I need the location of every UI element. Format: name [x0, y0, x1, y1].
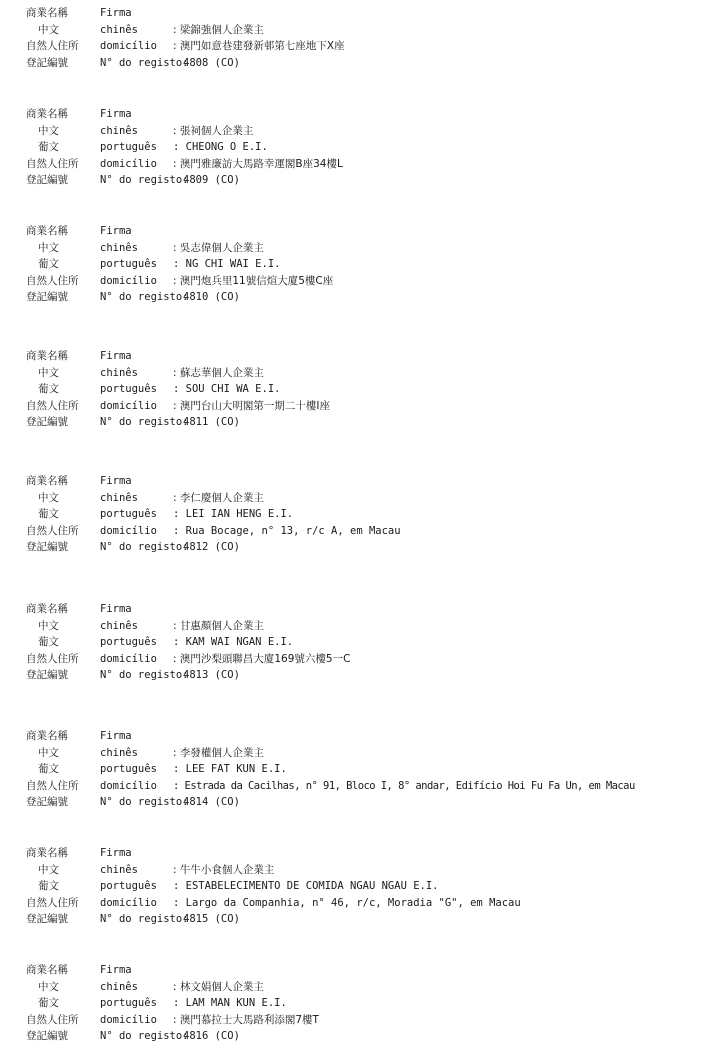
- firm-heading-row: [26, 728, 721, 745]
- domicile-label-zh: 自然人住所: [26, 652, 79, 665]
- chinese-label-zh: 中文: [38, 23, 59, 36]
- domicile-label-pt: domicílio: [100, 274, 157, 287]
- registry-label-pt: N° do registo:: [100, 174, 189, 186]
- registry-number: 4809 (CO): [183, 174, 240, 186]
- portuguese-name-value: : LAM MAN KUN E.I.: [173, 997, 287, 1009]
- firm-label-zh: 商業名稱: [26, 7, 68, 19]
- portuguese-label-pt: português: [100, 763, 157, 775]
- chinese-name-value: : 李發權個人企業主: [173, 746, 264, 759]
- domicile-value: : 澳門台山大明閣第一期二十樓I座: [173, 399, 330, 412]
- domicile-value: : Largo da Companhia, n° 46, r/c, Moradia "G", em Macau: [173, 896, 521, 909]
- portuguese-label-pt: português: [100, 636, 157, 648]
- registry-label-zh: 登記編號: [26, 796, 68, 808]
- portuguese-name-row: [26, 139, 721, 156]
- chinese-label-pt: chinês: [100, 241, 138, 254]
- portuguese-label-pt: português: [100, 258, 157, 270]
- registry-row: [26, 172, 721, 189]
- domicile-label-pt: domicílio: [100, 652, 157, 665]
- chinese-label-zh: 中文: [38, 241, 59, 254]
- chinese-label-pt: chinês: [100, 23, 138, 36]
- firm-label-zh: 商業名稱: [26, 475, 68, 487]
- domicile-label-pt: domicílio: [100, 40, 157, 52]
- firm-heading-row: [26, 473, 721, 490]
- firm-heading-row: [26, 348, 721, 365]
- chinese-label-zh: 中文: [38, 746, 59, 759]
- firm-label-zh: 商業名稱: [26, 108, 68, 120]
- portuguese-name-value: : KAM WAI NGAN E.I.: [173, 636, 294, 648]
- chinese-label-zh: 中文: [38, 491, 59, 504]
- firm-entry: [26, 5, 721, 71]
- chinese-label-pt: chinês: [100, 619, 138, 632]
- chinese-name-value: : 蘇志華個人企業主: [173, 366, 264, 379]
- registry-label-pt: N° do registo:: [100, 416, 189, 428]
- portuguese-label-pt: português: [100, 383, 157, 395]
- domicile-label-zh: 自然人住所: [26, 399, 79, 412]
- portuguese-label-zh: 葡文: [38, 383, 59, 395]
- firm-label-pt: Firma: [100, 847, 132, 859]
- registry-number: 4813 (CO): [183, 669, 240, 681]
- firm-heading-row: [26, 223, 721, 240]
- domicile-label-pt: domicílio: [100, 1013, 157, 1026]
- firm-label-pt: Firma: [100, 475, 132, 487]
- chinese-label-pt: chinês: [100, 863, 138, 876]
- registry-number: 4811 (CO): [183, 416, 240, 428]
- chinese-label-zh: 中文: [38, 124, 59, 137]
- registry-label-pt: N° do registo:: [100, 1030, 189, 1042]
- domicile-label-pt: domicílio: [100, 779, 157, 792]
- firm-label-zh: 商業名稱: [26, 730, 68, 742]
- firm-label-pt: Firma: [100, 108, 132, 120]
- registry-row: [26, 667, 721, 684]
- portuguese-name-value: : LEI IAN HENG E.I.: [173, 508, 294, 520]
- registry-row: [26, 539, 721, 556]
- portuguese-name-value: : LEE FAT KUN E.I.: [173, 763, 287, 775]
- chinese-name-row: [26, 240, 721, 257]
- chinese-name-value: : 梁錦強個人企業主: [173, 23, 264, 36]
- domicile-value: : 澳門炮兵里11號信煊大廈5樓C座: [173, 274, 334, 287]
- chinese-label-zh: 中文: [38, 619, 59, 632]
- registry-row: [26, 55, 721, 72]
- registry-row: [26, 911, 721, 928]
- chinese-label-zh: 中文: [38, 980, 59, 993]
- chinese-name-value: : 林文娟個人企業主: [173, 980, 264, 993]
- registry-number: 4815 (CO): [183, 913, 240, 925]
- domicile-value: : Rua Bocage, n° 13, r/c A, em Macau: [173, 524, 401, 537]
- portuguese-label-pt: português: [100, 141, 157, 153]
- firm-label-pt: Firma: [100, 730, 132, 742]
- portuguese-name-value: : SOU CHI WA E.I.: [173, 383, 281, 395]
- portuguese-label-pt: português: [100, 997, 157, 1009]
- chinese-name-value: : 甘惠顏個人企業主: [173, 619, 264, 632]
- registry-number: 4808 (CO): [183, 56, 240, 69]
- chinese-name-value: : 吳志偉個人企業主: [173, 241, 264, 254]
- registry-number: 4812 (CO): [183, 541, 240, 553]
- portuguese-name-row: [26, 506, 721, 523]
- registry-label-pt: N° do registo:: [100, 56, 189, 69]
- registry-label-pt: N° do registo:: [100, 796, 189, 808]
- domicile-row: [26, 1012, 721, 1029]
- firm-label-zh: 商業名稱: [26, 964, 68, 976]
- portuguese-label-pt: português: [100, 508, 157, 520]
- chinese-name-row: [26, 862, 721, 879]
- registry-label-zh: 登記編號: [26, 416, 68, 428]
- registry-label-zh: 登記編號: [26, 913, 68, 925]
- registry-number: 4810 (CO): [183, 291, 240, 303]
- registry-row: [26, 1028, 721, 1045]
- firm-entry: [26, 962, 721, 1045]
- firm-label-zh: 商業名稱: [26, 603, 68, 615]
- firm-entry: [26, 348, 721, 431]
- portuguese-name-row: [26, 878, 721, 895]
- firm-entry: [26, 845, 721, 928]
- chinese-name-value: : 牛牛小食個人企業主: [173, 863, 275, 876]
- domicile-row: [26, 273, 721, 290]
- domicile-label-zh: 自然人住所: [26, 157, 79, 170]
- registry-label-pt: N° do registo:: [100, 291, 189, 303]
- registry-label-zh: 登記編號: [26, 541, 68, 553]
- portuguese-label-zh: 葡文: [38, 997, 59, 1009]
- portuguese-label-zh: 葡文: [38, 763, 59, 775]
- portuguese-name-value: : ESTABELECIMENTO DE COMIDA NGAU NGAU E.I.: [173, 880, 439, 892]
- domicile-row: [26, 895, 721, 912]
- firm-entry: [26, 473, 721, 556]
- domicile-row: [26, 398, 721, 415]
- registry-label-zh: 登記編號: [26, 669, 68, 681]
- domicile-label-pt: domicílio: [100, 157, 157, 170]
- domicile-label-zh: 自然人住所: [26, 779, 79, 792]
- chinese-name-row: [26, 618, 721, 635]
- portuguese-label-zh: 葡文: [38, 636, 59, 648]
- domicile-label-zh: 自然人住所: [26, 1013, 79, 1026]
- chinese-name-row: [26, 490, 721, 507]
- firm-heading-row: [26, 962, 721, 979]
- firm-label-pt: Firma: [100, 350, 132, 362]
- portuguese-label-zh: 葡文: [38, 880, 59, 892]
- firm-entry: [26, 728, 721, 811]
- chinese-name-value: : 張祠個人企業主: [173, 124, 254, 137]
- firm-heading-row: [26, 5, 721, 22]
- registry-number: 4816 (CO): [183, 1030, 240, 1042]
- chinese-label-zh: 中文: [38, 863, 59, 876]
- chinese-label-pt: chinês: [100, 980, 138, 993]
- registry-row: [26, 289, 721, 306]
- registry-row: [26, 794, 721, 811]
- domicile-value: : 澳門雅廉訪大馬路幸運閣B座34樓L: [173, 157, 343, 170]
- domicile-label-zh: 自然人住所: [26, 40, 79, 52]
- portuguese-name-row: [26, 634, 721, 651]
- firm-entry: [26, 223, 721, 306]
- portuguese-label-zh: 葡文: [38, 508, 59, 520]
- portuguese-label-zh: 葡文: [38, 141, 59, 153]
- chinese-label-zh: 中文: [38, 366, 59, 379]
- firm-label-pt: Firma: [100, 225, 132, 237]
- firm-entry: [26, 601, 721, 684]
- portuguese-name-value: : NG CHI WAI E.I.: [173, 258, 281, 270]
- domicile-label-pt: domicílio: [100, 399, 157, 412]
- firm-label-zh: 商業名稱: [26, 350, 68, 362]
- portuguese-name-value: : CHEONG O E.I.: [173, 141, 268, 153]
- chinese-name-row: [26, 979, 721, 996]
- chinese-name-row: [26, 123, 721, 140]
- domicile-value: : 澳門如意巷建發新邨第七座地下X座: [173, 40, 345, 52]
- firm-label-zh: 商業名稱: [26, 847, 68, 859]
- portuguese-name-row: [26, 761, 721, 778]
- chinese-name-value: : 李仁慶個人企業主: [173, 491, 264, 504]
- chinese-name-row: [26, 365, 721, 382]
- firm-heading-row: [26, 601, 721, 618]
- chinese-name-row: [26, 745, 721, 762]
- domicile-row: [26, 38, 721, 55]
- firm-entry: [26, 106, 721, 189]
- chinese-label-pt: chinês: [100, 491, 138, 504]
- domicile-label-zh: 自然人住所: [26, 524, 79, 537]
- domicile-label-pt: domicílio: [100, 896, 157, 909]
- portuguese-label-zh: 葡文: [38, 258, 59, 270]
- registry-number: 4814 (CO): [183, 796, 240, 808]
- registry-row: [26, 414, 721, 431]
- chinese-label-pt: chinês: [100, 746, 138, 759]
- registry-label-zh: 登記編號: [26, 291, 68, 303]
- domicile-label-zh: 自然人住所: [26, 896, 79, 909]
- registry-label-zh: 登記編號: [26, 56, 68, 69]
- firm-label-pt: Firma: [100, 603, 132, 615]
- portuguese-name-row: [26, 256, 721, 273]
- firm-label-pt: Firma: [100, 7, 132, 19]
- domicile-label-pt: domicílio: [100, 524, 157, 537]
- domicile-row: [26, 156, 721, 173]
- domicile-row: [26, 523, 721, 540]
- firm-heading-row: [26, 845, 721, 862]
- portuguese-name-row: [26, 995, 721, 1012]
- chinese-label-pt: chinês: [100, 124, 138, 137]
- registry-label-zh: 登記編號: [26, 1030, 68, 1042]
- portuguese-label-pt: português: [100, 880, 157, 892]
- domicile-value: : Estrada da Cacilhas, n° 91, Bloco I, 8° andar, Edifício Hoi Fu Fa Un, em Macau: [173, 779, 635, 792]
- portuguese-name-row: [26, 381, 721, 398]
- domicile-label-zh: 自然人住所: [26, 274, 79, 287]
- firm-label-pt: Firma: [100, 964, 132, 976]
- domicile-value: : 澳門沙梨頭聯昌大廈169號六樓5一C: [173, 652, 351, 665]
- chinese-label-pt: chinês: [100, 366, 138, 379]
- registry-label-pt: N° do registo:: [100, 541, 189, 553]
- registry-label-zh: 登記編號: [26, 174, 68, 186]
- domicile-row: [26, 778, 721, 795]
- domicile-value: : 澳門慕拉士大馬路利添閣7樓T: [173, 1013, 319, 1026]
- registry-label-pt: N° do registo:: [100, 669, 189, 681]
- firm-heading-row: [26, 106, 721, 123]
- domicile-row: [26, 651, 721, 668]
- firm-label-zh: 商業名稱: [26, 225, 68, 237]
- registry-label-pt: N° do registo:: [100, 913, 189, 925]
- chinese-name-row: [26, 22, 721, 39]
